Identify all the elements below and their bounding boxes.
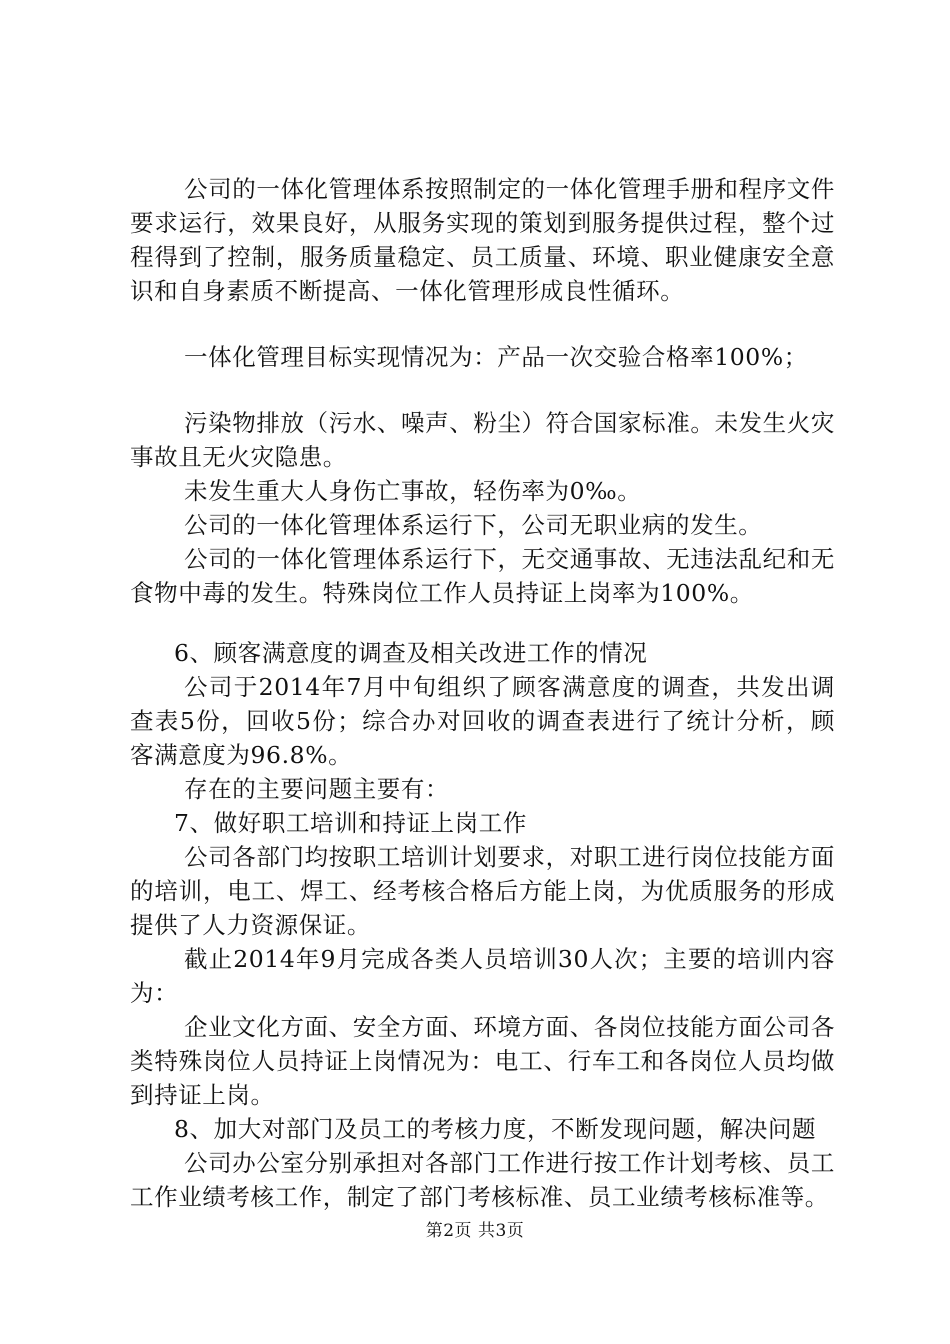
paragraph-occupational-disease: 公司的一体化管理体系运行下，公司无职业病的发生。 bbox=[184, 511, 763, 539]
paragraph-assessment-standards: 公司办公室分别承担对各部门工作进行按工作计划考核、员工工作业绩考核工作，制定了部门考核标准、员工业绩考核标准等。 bbox=[130, 1149, 835, 1211]
document-body bbox=[130, 172, 835, 1214]
paragraph-traffic-safety: 公司的一体化管理体系运行下，无交通事故、无违法乱纪和无食物中毒的发生。特殊岗位工作人员持证上岗率为100%。 bbox=[130, 545, 835, 607]
heading-assessment: 8、加大对部门及员工的考核力度，不断发现问题，解决问题 bbox=[174, 1115, 817, 1143]
paragraph-pollution: 污染物排放（污水、噪声、粉尘）符合国家标准。未发生火灾事故且无火灾隐患。 bbox=[130, 409, 835, 471]
paragraph-survey: 公司于2014年7月中旬组织了顾客满意度的调查，共发出调查表5份，回收5份；综合办对回收的调查表进行了统计分析，顾客满意度为96.8%。 bbox=[130, 673, 835, 769]
heading-customer-satisfaction: 6、顾客满意度的调查及相关改进工作的情况 bbox=[174, 639, 648, 667]
page-number: 第2页 共3页 bbox=[425, 1221, 525, 1241]
paragraph-training-content: 企业文化方面、安全方面、环境方面、各岗位技能方面公司各类特殊岗位人员持证上岗情况为：电工、行车工和各岗位人员均做到持证上岗。 bbox=[130, 1013, 835, 1109]
paragraph-main-problems: 存在的主要问题主要有： bbox=[184, 775, 450, 803]
heading-staff-training: 7、做好职工培训和持证上岗工作 bbox=[174, 809, 527, 837]
paragraph-management-system: 公司的一体化管理体系按照制定的一体化管理手册和程序文件要求运行，效果良好，从服务实现的策划到服务提供过程，整个过程得到了控制，服务质量稳定、员工质量、环境、职业健康安全意识和自身素质不断提高、一体化管理形成良性循环。 bbox=[130, 175, 835, 305]
paragraph-management-targets: 一体化管理目标实现情况为：产品一次交验合格率100%； bbox=[184, 343, 808, 371]
paragraph-injury-rate: 未发生重大人身伤亡事故，轻伤率为0‰。 bbox=[184, 477, 642, 505]
paragraph-training-plan: 公司各部门均按职工培训计划要求，对职工进行岗位技能方面的培训，电工、焊工、经考核合格后方能上岗，为优质服务的形成提供了人力资源保证。 bbox=[130, 843, 835, 939]
paragraph-training-count: 截止2014年9月完成各类人员培训30人次；主要的培训内容为： bbox=[130, 945, 835, 1007]
